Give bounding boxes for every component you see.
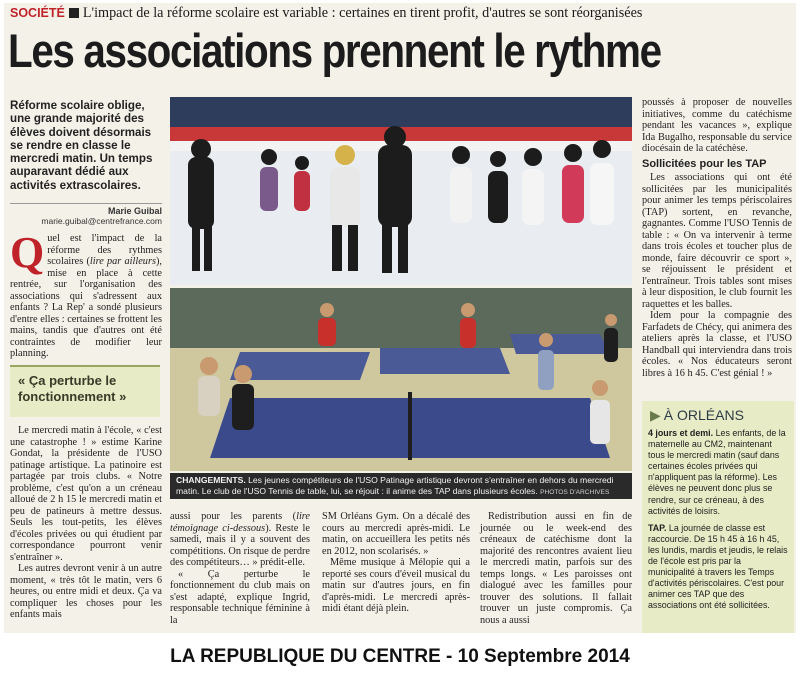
drop-cap: Q: [10, 228, 45, 277]
ice-rink-illustration: [170, 97, 632, 285]
newspaper-clipping: [4, 3, 796, 633]
pull-quote-text: « Ça perturbe le fonctionnement »: [18, 373, 127, 404]
kicker: [10, 5, 790, 22]
photo-caption: CHANGEMENTS. Les jeunes compétiteurs de l'USO Patinage artistique devront s'entraîner en dehors du mercredi matin. Le club de l'USO Tennis de table, lui, se réjouit : il anime des TAP dans plusieurs écoles. PHOTOS D'ARCHIVES: [170, 473, 632, 499]
article-column-3: SM Orléans Gym. On a décalé des cours au mercredi après-midi. Le matin, on accueillera les petits nés en 2012, non scolarisés. » Même musique à Mélopie qui a reporté ses cours d'éveil musical du matin sur d'autres jours, en fin d'après-midi. Le mercredi après-midi étant déjà plein.: [322, 511, 470, 614]
photo-ice-skating: [170, 97, 632, 285]
sidebar-paragraph-1: 4 jours et demi. Les enfants, de la maternelle au CM2, maintenant tous le mercredi matin (sauf dans certaines écoles privées qui n'appliquent pas la réforme). Les élèves ne peuvent donc plus se rendre, sur ce créneau, à des activités de loisirs.: [648, 428, 786, 516]
author-email: marie.guibal@centrefrance.com: [41, 216, 162, 226]
photo-table-tennis: [170, 288, 632, 471]
pull-quote: [10, 365, 160, 417]
article-column-4: Redistribution aussi en fin de journée ou le week-end des créneaux de catéchisme dont la majorité des rencontres avaient lieu le mercredi matin, parfois sur des temps longs. « Les paroisses ont dialogué avec les familles pour trouver des solutions. Il fallait trouver un juste compromis. Ça nous a aussi: [480, 511, 632, 626]
table-tennis-illustration: [170, 288, 632, 471]
article-column-1-continued: Le mercredi matin à l'école, « c'est une catastrophe ! » estime Karine Gondat, la présidente de l'USO patinage artistique. La patinoire est partagée par trois clubs. « Notre problème, c'est qu'on a un créneau alloué de 2 h 15 le mercredi matin et peu de patineurs à mettre dessus. Seuls les tout-petits, les élèves d'écoles privées ou qui étudient par correspondance pourront venir s'entraîner ». Les autres devront venir à un autre moment, « très tôt le matin, vers 6 heures, ou entre midi et deux. Ça va compliquer les choses pour les enfants mais: [10, 425, 162, 620]
section-rubric: SOCIÉTÉ: [10, 6, 65, 20]
source-footer: LA REPUBLIQUE DU CENTRE - 10 Septembre 2014: [170, 646, 630, 667]
article-column-5: poussés à proposer de nouvelles initiatives, comme du catéchisme pendant les vacances », explique Ida Bugalho, responsable du service diocésain de la catéchèse. Sollicitées pour les TAP Les associations qui ont été sollicitées par les municipalités pour animer les temps périscolaires (TAP) sortent, en revanche, gagnantes. Comme l'USO Tennis de table : « On va intervenir à terme dans trois écoles et toucher plus de monde, faire découvrir ce sport », se réjouissent le président et l'entraîneur. Trois tables sont mises à leur disposition, le club fournit les raquettes et les balles. Idem pour la compagnie des Farfadets de Chécy, qui animera des ateliers après la classe, et l'USO Handball qui interviendra dans trois écoles. « Nos éducateurs seront libres à 16 h 45. C'est génial ! »: [642, 97, 792, 379]
article-column-2: aussi pour les parents (lire témoignage ci-dessous). Reste le samedi, mais il y a souvent des compétitions. On risque de perdre des compétiteurs… » prédit-elle. « Ça perturbe le fonctionnement du club mais on s'est adapté, explique Ingrid, responsable technique féminine à la: [170, 511, 310, 626]
kicker-text: L'impact de la réforme scolaire est variable : certaines en tirent profit, d'autres se sont réorganisées: [82, 5, 643, 21]
article-column-1: Quel est l'impact de la réforme des rythmes scolaires (lire par ailleurs), mise en place à cette rentrée, sur l'organisation des associations qui s'adressent aux enfants ? La Rep' a sondé plusieurs d'entre elles : certaines se frottent les mains, tandis que d'autres ont été contraintes de modifier leur planning.: [10, 228, 162, 359]
sidebar-title: ▶ À ORLÉANS: [650, 407, 744, 423]
sidebar-paragraph-2: TAP. La journée de classe est raccourcie. De 15 h 45 à 16 h 45, les lundis, mardis et jeudis, le relais de l'école est pris par la municipalité à travers les Temps d'activités périscolaires. C'est pour animer ces TAP que des associations ont été sollicitées.: [648, 522, 788, 611]
triangle-bullet-icon: ▶: [650, 407, 661, 423]
lede: Réforme scolaire oblige, une grande majorité des élèves doivent désormais se rendre en classe le mercredi matin. Un temps auparavant dédié aux activités extrascolaires.: [10, 99, 153, 192]
author-name: Marie Guibal: [107, 206, 162, 216]
photo-credit: PHOTOS D'ARCHIVES: [540, 489, 610, 496]
sidebar-orleans: [642, 401, 794, 633]
byline: [10, 203, 162, 226]
subheading-tap: Sollicitées pour les TAP: [642, 157, 767, 170]
square-bullet-icon: [69, 8, 79, 18]
headline: Les associations prennent le rythme: [8, 24, 661, 77]
